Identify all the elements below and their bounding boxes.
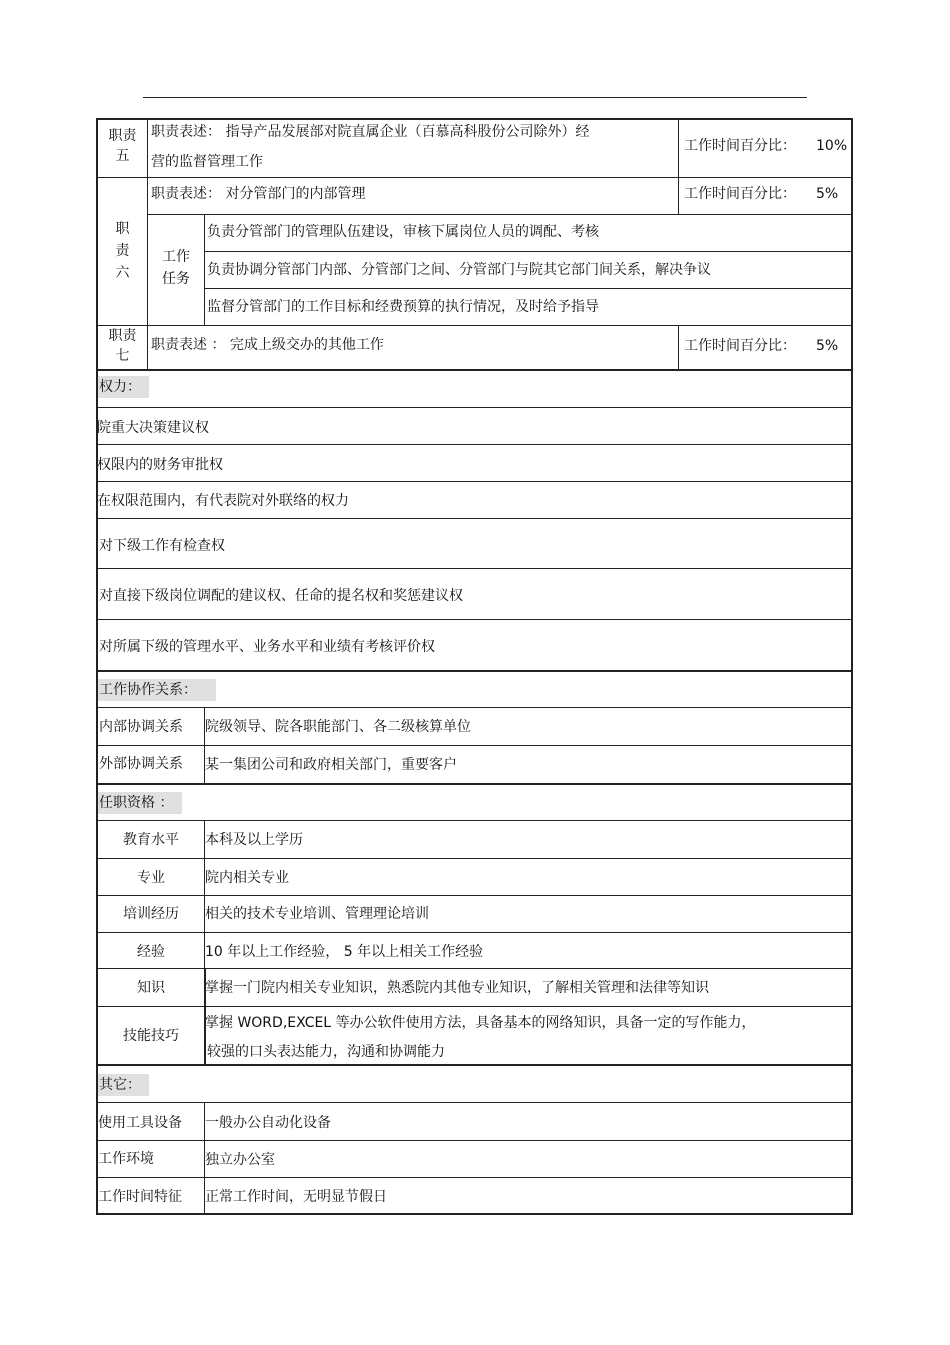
cooperation-value: 某一集团公司和政府相关部门，重要客户 [205,757,457,773]
qualification-value: 掌握 WORD,EXCEL 等办公软件使用方法，具备基本的网络知识，具备一定的写作能力， [205,1015,756,1031]
duty-5-pct: 10% [816,138,848,154]
duty-6-task: 负责协调分管部门内部、分管部门之间、分管部门与院其它部门间关系，解决争议 [207,262,711,278]
qualification-key: 教育水平 [123,832,179,848]
power-item: 在权限范围内，有代表院对外联络的权力 [97,493,349,509]
duty-5-description-cont: 营的监督管理工作 [151,154,263,170]
duty-5-pct-label: 工作时间百分比： [684,138,796,154]
qualification-value: 院内相关专业 [205,870,289,886]
qualification-key: 技能技巧 [123,1028,179,1044]
power-section-title: 权力： [96,376,149,398]
qualification-value: 10 年以上工作经验， 5 年以上相关工作经验 [205,944,484,960]
duty-7-pct: 5% [816,338,839,354]
duty-6-label: 职 责 六 [115,221,130,281]
duty-7-label: 职责 七 [108,328,137,364]
qualification-value: 本科及以上学历 [205,832,303,848]
other-value: 一般办公自动化设备 [205,1115,331,1131]
duty-6-task-label: 工作 任务 [162,249,190,287]
qualification-key: 专业 [137,870,165,886]
qualification-key: 培训经历 [123,906,179,922]
duty-6-description: 职责表述： 对分管部门的内部管理 [151,186,366,202]
duty-6-task: 监督分管部门的工作目标和经费预算的执行情况，及时给予指导 [207,299,599,315]
duty-7-pct-label: 工作时间百分比： [684,338,796,354]
power-item: 权限内的财务审批权 [97,457,223,473]
other-key: 工作时间特征 [98,1189,182,1205]
duty-5-description: 职责表述： 指导产品发展部对院直属企业（百慕高科股份公司除外）经 [151,124,590,140]
other-value: 正常工作时间，无明显节假日 [205,1189,387,1205]
header-rule [143,97,807,98]
other-value: 独立办公室 [205,1152,275,1168]
qualification-section-title: 任职资格 ： [96,792,182,814]
cooperation-value: 院级领导、院各职能部门、各二级核算单位 [205,719,471,735]
qualification-value-cont: 较强的口头表达能力，沟通和协调能力 [207,1044,445,1060]
cooperation-key: 内部协调关系 [99,719,183,735]
duty-6-pct: 5% [816,186,839,202]
other-key: 使用工具设备 [98,1115,182,1131]
qualification-key: 知识 [137,980,165,996]
other-section-title: 其它： [96,1074,149,1096]
power-item: 对所属下级的管理水平、业务水平和业绩有考核评价权 [99,639,435,655]
power-item: 对直接下级岗位调配的建议权、任命的提名权和奖惩建议权 [99,588,463,604]
power-item: 对下级工作有检查权 [99,538,225,554]
cooperation-key: 外部协调关系 [99,756,183,772]
cooperation-section-title: 工作协作关系： [96,679,216,701]
duty-6-pct-label: 工作时间百分比： [684,186,796,202]
qualification-key: 经验 [137,944,165,960]
power-item: 院重大决策建议权 [97,420,209,436]
other-key: 工作环境 [98,1151,154,1167]
duty-5-label: 职责 五 [108,128,137,164]
qualification-value: 相关的技术专业培训、管理理论培训 [205,906,429,922]
qualification-value: 掌握一门院内相关专业知识，熟悉院内其他专业知识，了解相关管理和法律等知识 [205,980,709,996]
duty-6-task: 负责分管部门的管理队伍建设，审核下属岗位人员的调配、考核 [207,224,599,240]
duty-7-description: 职责表述 ： 完成上级交办的其他工作 [151,337,384,353]
